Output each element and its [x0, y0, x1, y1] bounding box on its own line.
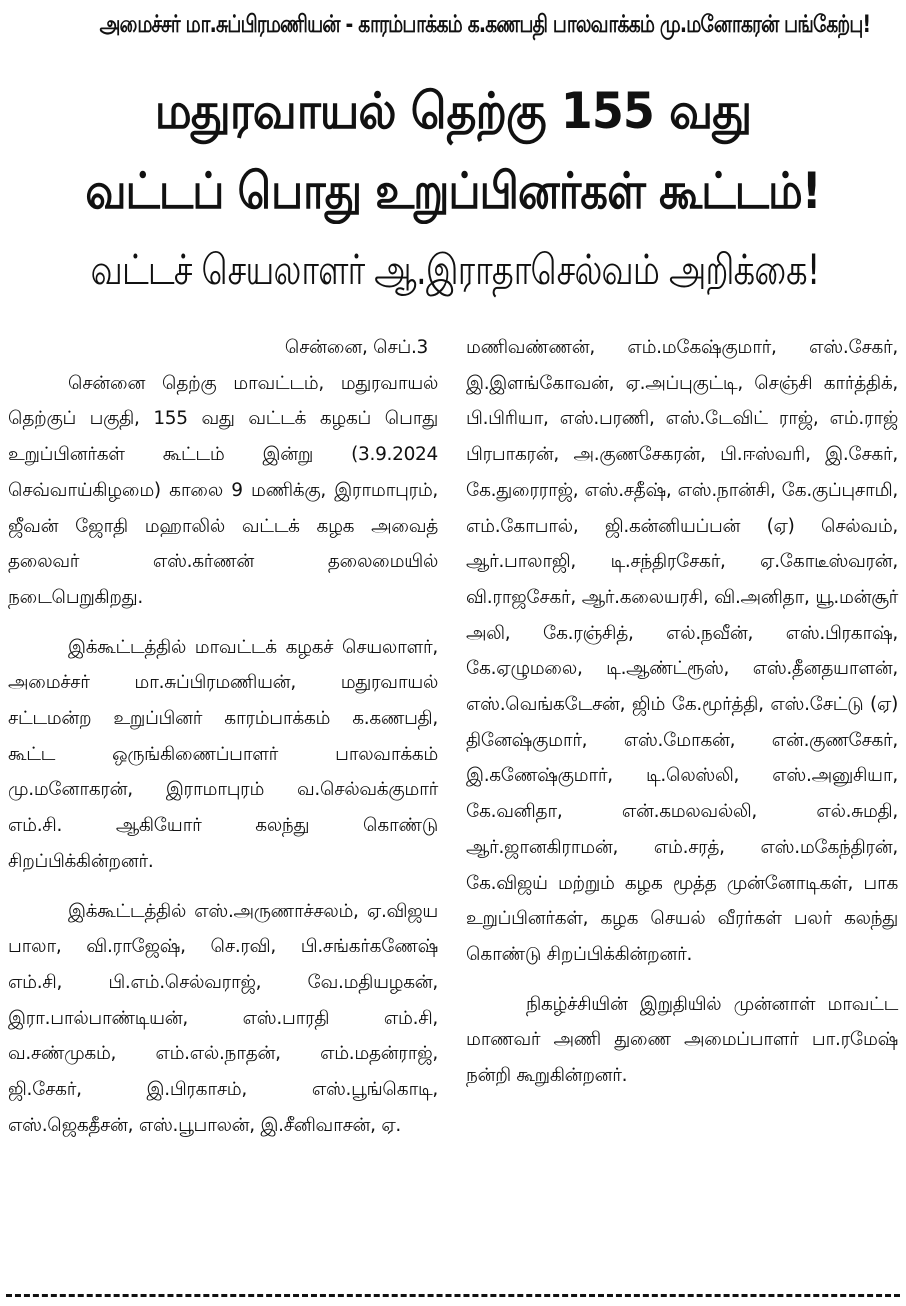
dateline: சென்னை, செப்.3 — [284, 337, 428, 358]
kicker-line: அமைச்சர் மா.சுப்பிரமணியன் - காரம்பாக்கம் க.கணபதி பாலவாக்கம் மு.மனோகரன் பங்கேற்பு! — [99, 10, 871, 38]
article-paragraph-5: நிகழ்ச்சியின் இறுதியில் முன்னாள் மாவட்ட மாணவர் அணி துணை அமைப்பாளர் பா.ரமேஷ் நன்றி கூறுகின்றனர். — [466, 993, 898, 1087]
headline-line-1: மதுரவாயல் தெற்கு 155 வது — [154, 82, 752, 140]
article-paragraph-4: மணிவண்ணன், எம்.மகேஷ்குமார், எஸ்.சேகர், இ.இளங்கோவன், ஏ.அப்புகுட்டி, செஞ்சி கார்த்திக், பி.பிரியா, எஸ்.பரணி, எஸ்.டேவிட் ராஜ், எம்.ராஜ் பிரபாகரன், அ.குணசேகரன், பி.ஈஸ்வரி, இ.சேகர், கே.துரைராஜ், எஸ்.சதீஷ், எஸ்.நான்சி, கே.குப்புசாமி, எம்.கோபால், ஜி.கன்னியப்பன் (ஏ) செல்வம், ஆர்.பாலாஜி, டி.சந்திரசேகர், ஏ.கோடீஸ்வரன், வி.ராஜசேகர், ஆர்.கலையரசி, வி.அனிதா, யூ.மன்சூர் அலி, கே.ரஞ்சித், எல்.நவீன், எஸ்.பிரகாஷ், கே.ஏழுமலை, டி.ஆண்ட்ரூஸ், எஸ்.தீனதயாளன், எஸ்.வெங்கடேசன், ஜிம் கே.மூர்த்தி, எஸ்.சேட்டு (ஏ) தினேஷ்குமார், எஸ்.மோகன், என்.குணசேகர், இ.கணேஷ்குமார், டி.லெஸ்லி, எஸ்.அனுசியா, கே.வனிதா, என்.கமலவல்லி, எல்.சுமதி, ஆர்.ஜானகிராமன், எம்.சரத், எஸ்.மகேந்திரன், கே.விஜய் மற்றும் கழக மூத்த முன்னோடிகள், பாக உறுப்பினர்கள், கழக செயல் வீரர்கள் பலர் கலந்து கொண்டு சிறப்பிக்கின்றனர். — [466, 337, 898, 965]
article-paragraph-3: இக்கூட்டத்தில் எஸ்.அருணாச்சலம், ஏ.விஜய பாலா, வி.ராஜேஷ், செ.ரவி, பி.சங்கர்கணேஷ் எம்.சி, பி.எம்.செல்வராஜ், வே.மதியழகன், இரா.பால்பாண்டியன், எஸ்.பாரதி எம்.சி, வ.சண்முகம், எம்.எல்.நாதன், எம்.மதன்ராஜ், ஜி.சேகர், இ.பிரகாசம், எஸ்.பூங்கொடி, எஸ்.ஜெகதீசன், எஸ்.பூபாலன், இ.சீனிவாசன், ஏ. — [8, 900, 438, 1136]
subheadline: வட்டச் செயலாளர் ஆ.இராதாசெல்வம் அறிக்கை! — [90, 245, 820, 294]
article-column-left — [8, 330, 438, 1143]
dashed-cut-line — [6, 1294, 900, 1297]
article-paragraph-1: சென்னை தெற்கு மாவட்டம், மதுரவாயல் தெற்குப் பகுதி, 155 வது வட்டக் கழகப் பொது உறுப்பினர்கள் கூட்டம் இன்று (3.9.2024 செவ்வாய்கிழமை) காலை 9 மணிக்கு, இராமாபுரம், ஜீவன் ஜோதி மஹாலில் வட்டக் கழக அவைத் தலைவர் எஸ்.கர்ணன் தலைமையில் நடைபெறுகிறது. — [8, 372, 438, 608]
article-column-right — [466, 330, 898, 1094]
headline-line-2: வட்டப் பொது உறுப்பினர்கள் கூட்டம்! — [85, 162, 821, 220]
article-paragraph-2: இக்கூட்டத்தில் மாவட்டக் கழகச் செயலாளர், அமைச்சர் மா.சுப்பிரமணியன், மதுரவாயல் சட்டமன்ற உறுப்பினர் காரம்பாக்கம் க.கணபதி, கூட்ட ஒருங்கிணைப்பாளர் பாலவாக்கம் மு.மனோகரன், இராமாபுரம் வ.செல்வக்குமார் எம்.சி. ஆகியோர் கலந்து கொண்டு சிறப்பிக்கின்றனர். — [8, 636, 438, 872]
